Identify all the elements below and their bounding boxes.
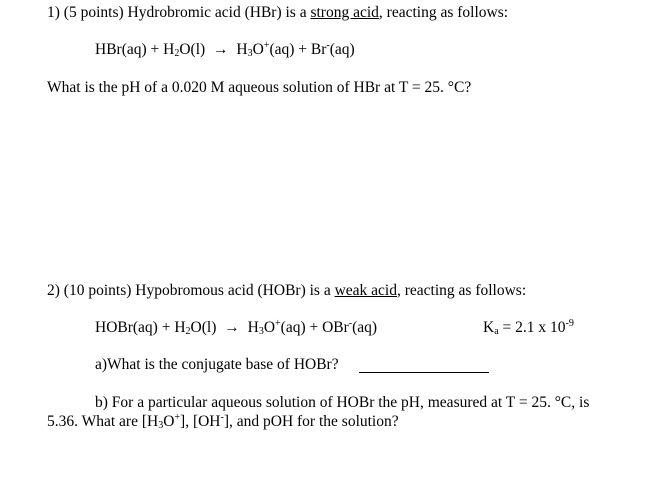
q1-heading <box>47 4 508 22</box>
q2-part-b-line2 <box>47 413 399 431</box>
q2-heading <box>47 282 526 300</box>
q2-eq-product-sup: + <box>275 318 281 329</box>
q2-eq-product-3: (aq) + OBr <box>280 319 349 336</box>
q2-eq-product-sub: 3 <box>258 326 264 337</box>
q1-acid-type: strong acid <box>310 4 379 21</box>
q1-question: What is the pH of a 0.020 M aqueous solution of HBr at T = 25. °C? <box>47 79 472 96</box>
q1-eq-sub: 2 <box>174 48 180 59</box>
part-b-text-a: 5.36. What are [H <box>47 413 159 430</box>
q2-points: (10 points) <box>63 282 132 299</box>
q2-eq-arrow-icon: → <box>224 319 240 336</box>
ka-exponent: -9 <box>565 318 574 329</box>
part-b-sup-1: + <box>174 412 181 423</box>
q2-intro: Hypobromous acid (HOBr) is a <box>135 282 331 299</box>
q1-eq-arrow-icon: → <box>213 41 229 58</box>
q1-eq-product-sub: 3 <box>247 48 253 59</box>
q1-number: 1) <box>47 4 60 21</box>
q2-eq-product-2: O <box>263 319 276 336</box>
q1-eq-product-sup: + <box>263 40 270 51</box>
q1-points: (5 points) <box>63 4 124 21</box>
q2-equation <box>95 319 377 337</box>
q2-intro-end: , reacting as follows: <box>397 282 527 299</box>
q1-eq-reactant-1: HBr(aq) + H <box>95 41 175 58</box>
q1-intro: Hydrobromic acid (HBr) is a <box>127 4 307 21</box>
q1-eq-product-4: (aq) <box>329 41 355 58</box>
q2-eq-product-1: H <box>247 319 259 336</box>
q2-part-a: a)What is the conjugate base of HOBr? <box>95 356 339 373</box>
q2-eq-reactant-2: O(l) <box>190 319 217 336</box>
q1-eq-product-1: H <box>236 41 248 58</box>
part-b-text-b: O <box>163 413 175 430</box>
part-a-answer-blank[interactable] <box>359 372 489 373</box>
q2-number: 2) <box>47 282 60 299</box>
q1-eq-product-3: (aq) + Br <box>269 41 327 58</box>
part-b-sup-2: - <box>220 412 224 423</box>
q2-eq-product-sup-2: - <box>348 318 353 329</box>
ka-value: = 2.1 x 10 <box>498 319 566 336</box>
q2-ka <box>483 319 574 337</box>
q2-acid-type: weak acid <box>334 282 397 299</box>
q1-intro-end: , reacting as follows: <box>378 4 509 21</box>
part-b-sub: 3 <box>158 420 164 431</box>
q2-eq-reactant-1: HOBr(aq) + H <box>95 319 186 336</box>
q2-eq-product-4: (aq) <box>352 319 378 336</box>
q1-eq-reactant-2: O(l) <box>179 41 206 58</box>
q2-eq-sub: 2 <box>185 326 191 337</box>
q1-eq-product-sup-2: - <box>326 40 330 51</box>
ka-sub: a <box>494 326 499 337</box>
q1-eq-product-2: O <box>252 41 264 58</box>
part-b-text-c: ], [OH <box>180 413 221 430</box>
part-b-text-d: ], and pOH for the solution? <box>223 413 399 430</box>
q2-part-b-line1: b) For a particular aqueous solution of HOBr the pH, measured at T = 25. °C, is <box>95 394 590 411</box>
q1-equation <box>95 41 355 59</box>
ka-symbol: K <box>483 319 495 336</box>
